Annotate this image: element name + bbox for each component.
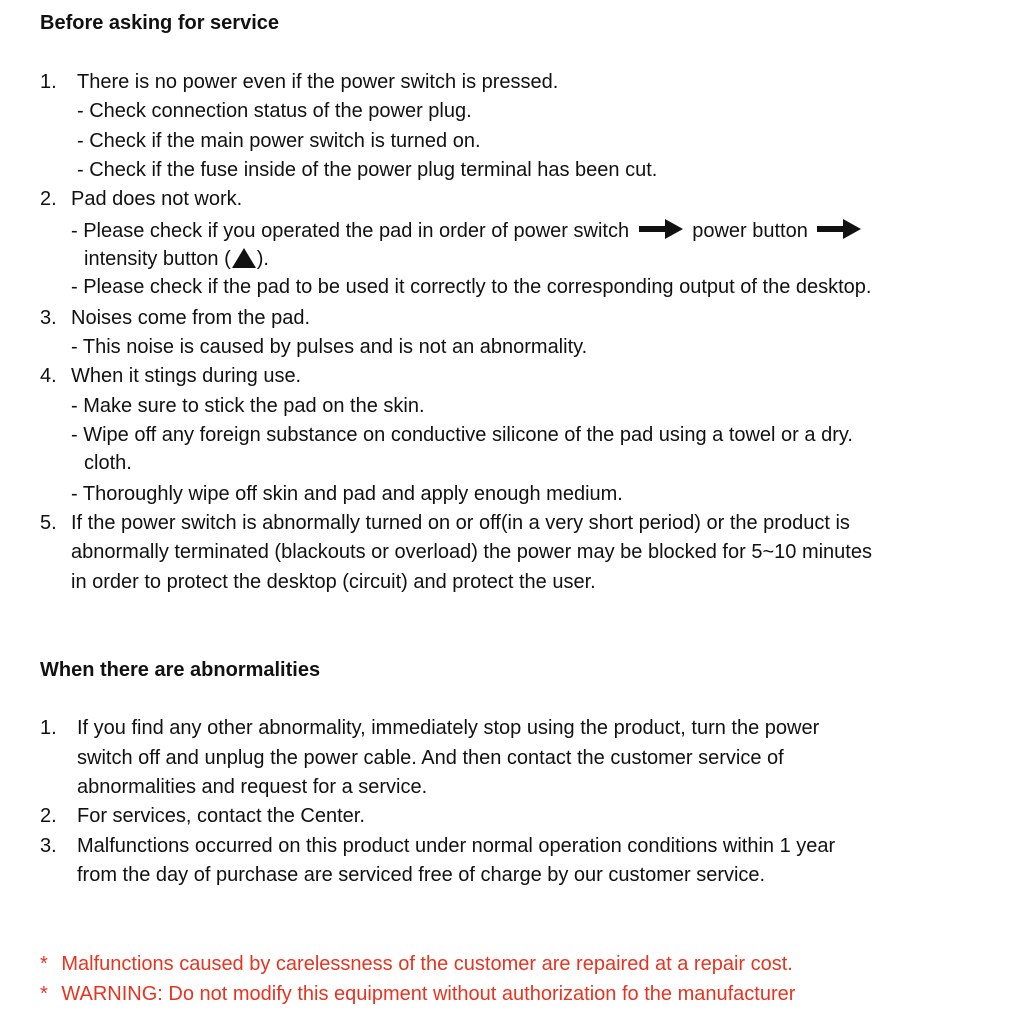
item-number: 3.: [40, 307, 57, 329]
item-text-line: abnormally terminated (blackouts or overload) the power may be blocked for 5~10 minutes: [71, 541, 872, 563]
item-sub: - Check if the fuse inside of the power plug terminal has been cut.: [77, 159, 658, 181]
item-sub: - This noise is caused by pulses and is not an abnormality.: [71, 336, 588, 358]
item-number: 1.: [40, 717, 57, 739]
item-number: 1.: [40, 71, 57, 93]
up-triangle-icon: [231, 246, 257, 270]
item-text-line: Malfunctions occurred on this product under normal operation conditions within 1 year: [77, 835, 836, 857]
item-sub: - Check if the main power switch is turned on.: [77, 130, 481, 152]
note-cost-line: [40, 952, 793, 976]
item-text: Noises come from the pad.: [71, 307, 310, 329]
asterisk-marker: *: [40, 983, 48, 1005]
item-text: When it stings during use.: [71, 365, 302, 387]
item-text-line: If the power switch is abnormally turned on or off(in a very short period) or the product is: [71, 512, 850, 534]
note-warning-text: WARNING: Do not modify this equipment without authorization fo the manufacturer: [61, 983, 796, 1005]
item-sub-continuation: [84, 246, 269, 271]
item-sub-sequence: [71, 218, 865, 243]
item-text-line: If you find any other abnormality, immediately stop using the product, turn the power: [77, 717, 820, 739]
item-number: 4.: [40, 365, 57, 387]
item-sub: - Make sure to stick the pad on the skin.: [71, 395, 425, 417]
item-text-line: from the day of purchase are serviced free of charge by our customer service.: [77, 864, 766, 886]
section-title-abnormalities: When there are abnormalities: [40, 659, 321, 681]
item-sub: cloth.: [84, 452, 132, 474]
item-text: There is no power even if the power switch is pressed.: [77, 71, 559, 93]
item-number: 2.: [40, 188, 57, 210]
item-sub-part: power button: [692, 220, 808, 242]
right-arrow-icon: [817, 218, 861, 240]
note-warning-line: [40, 982, 795, 1006]
item-text: Pad does not work.: [71, 188, 243, 210]
item-sub: - Check connection status of the power plug.: [77, 100, 472, 122]
item-sub-part: ).: [256, 248, 269, 270]
item-text-line: switch off and unplug the power cable. And then contact the customer service of: [77, 747, 784, 769]
asterisk-marker: *: [40, 953, 48, 975]
item-number: 2.: [40, 805, 57, 827]
section-title-before-service: Before asking for service: [40, 12, 279, 34]
item-number: 3.: [40, 835, 57, 857]
item-sub: - Please check if the pad to be used it correctly to the corresponding output of the desktop.: [71, 276, 872, 298]
item-sub: - Wipe off any foreign substance on conductive silicone of the pad using a towel or a dry.: [71, 424, 853, 446]
item-text-line: For services, contact the Center.: [77, 805, 365, 827]
item-number: 5.: [40, 512, 57, 534]
note-cost-text: Malfunctions caused by carelessness of the customer are repaired at a repair cost.: [61, 953, 793, 975]
item-sub-part: - Please check if you operated the pad in order of power switch: [71, 220, 630, 242]
item-sub-part: intensity button (: [84, 248, 231, 270]
right-arrow-icon: [639, 218, 683, 240]
item-text-line: abnormalities and request for a service.: [77, 776, 428, 798]
item-sub: - Thoroughly wipe off skin and pad and apply enough medium.: [71, 483, 623, 505]
item-text-line: in order to protect the desktop (circuit) and protect the user.: [71, 571, 596, 593]
